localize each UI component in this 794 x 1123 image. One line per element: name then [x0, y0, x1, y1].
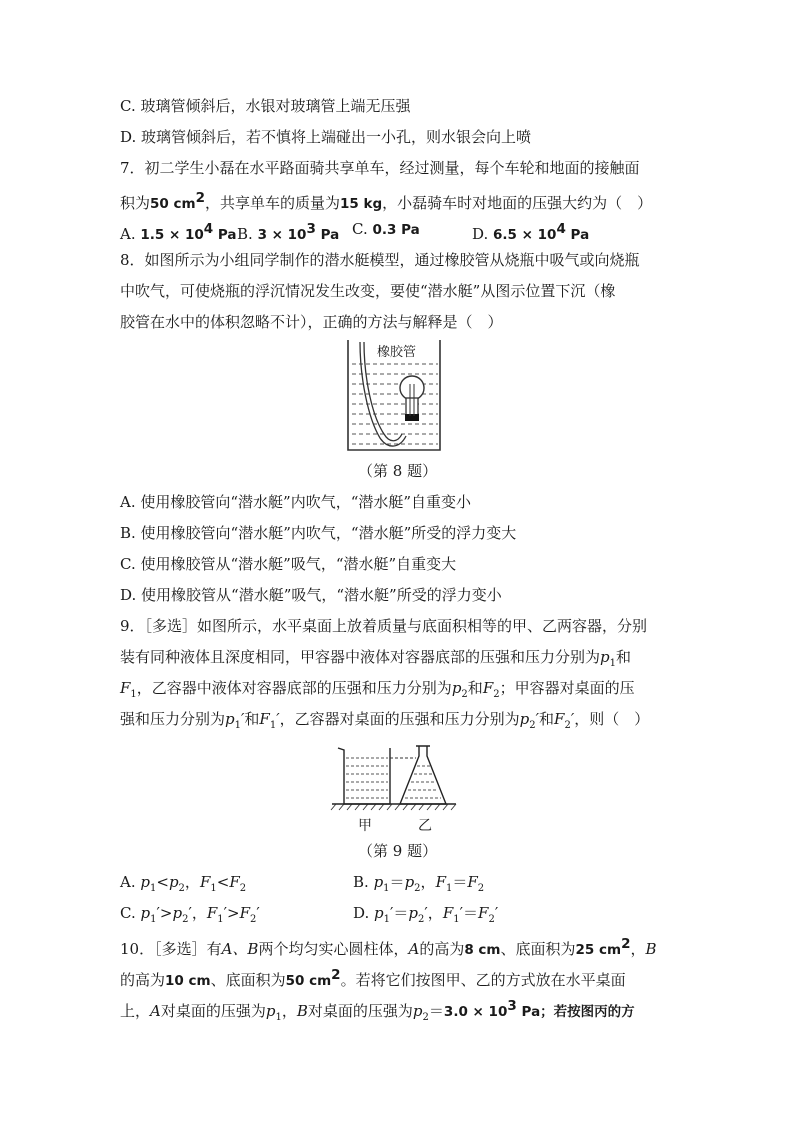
var-B: B: [645, 940, 657, 958]
q10-text: 对桌面的压强为: [307, 1002, 413, 1020]
figure-8-tube-label: 橡胶管: [375, 341, 418, 360]
option-value: 6.5 × 10: [493, 227, 557, 243]
q9-text: 装有同种液体且深度相同，甲容器中液体对容器底部的压强和压力分别为: [120, 648, 601, 666]
q10-stem-line1: 10．［多选］有A、B两个均匀实心圆柱体，A的高为8 cm、底面积为25 $cm^2$，B: [120, 936, 657, 958]
option-unit: Pa: [315, 227, 340, 243]
option-value: 0.3 Pa: [372, 222, 420, 238]
q9-text: ，乙容器中液体对容器底部的压强和压力分别为: [136, 679, 452, 697]
sub-2: 2: [422, 1012, 429, 1023]
q9-stem-line2: [120, 647, 631, 674]
option-letter: C.: [352, 220, 373, 238]
sub-1: 1: [130, 689, 137, 700]
q6-option-d: D. 玻璃管倾斜后，若不慎将上端碰出一小孔，则水银会向上喷: [120, 128, 532, 146]
q10-pressure-value: 3.0 × 10: [443, 1004, 508, 1020]
q10-stem-line3: 上，A对桌面的压强为$p_1$，B对桌面的压强为$p_2=3.0 \times 10^3$ Pa；若按图丙的方: [120, 998, 635, 1023]
q10-text: 对桌面的压强为: [160, 1002, 266, 1020]
q8-stem-line1: 8．如图所示为小组同学制作的潜水艇模型，通过橡胶管从烧瓶中吸气或向烧瓶: [120, 251, 640, 269]
q7-mass-value: 15 kg: [340, 196, 383, 212]
option-letter: B.: [353, 873, 374, 891]
option-value: 1.5 × 10: [140, 227, 204, 243]
q7-option-d: [472, 219, 589, 245]
sub-2: 2: [564, 720, 571, 731]
option-letter: A.: [120, 873, 141, 891]
q8-stem-line2: 中吹气，可使烧瓶的浮沉情况发生改变，要使“潜水艇”从图示位置下沉（橡: [120, 282, 616, 300]
figure-9-caption: （第 9 题）: [358, 842, 438, 860]
var-p: p: [225, 710, 235, 728]
q10-text: 、底面积为: [500, 940, 576, 958]
q10-text: 的高为: [419, 940, 465, 958]
option-letter: D.: [353, 904, 375, 922]
var-F: F: [259, 710, 270, 728]
q10-area-b: 50 cm: [285, 973, 332, 989]
q10-stem-line2: [120, 965, 626, 991]
var-F: F: [554, 710, 565, 728]
q9-text: 强和压力分别为: [120, 710, 226, 728]
q9-text: 和: [539, 710, 555, 728]
option-unit: Pa: [213, 227, 237, 243]
option-exp: 3: [306, 221, 316, 237]
q9-text: ；甲容器对桌面的压: [499, 679, 635, 697]
q10-text: 。若将它们按图甲、乙的方式放在水平桌面: [340, 971, 626, 989]
var-F: F: [120, 679, 131, 697]
q10-area-a: 25 cm: [575, 942, 622, 958]
q9-text: ，则（ ）: [574, 710, 650, 728]
q7-option-a: [120, 219, 237, 245]
var-A: A: [408, 940, 420, 958]
q9-text: 和: [467, 679, 483, 697]
var-p: p: [412, 1002, 423, 1020]
q7-text: ，共享单车的质量为: [204, 194, 340, 212]
q10-text: Pa；若按图丙的方: [521, 1004, 635, 1020]
q10-text: 的高为: [120, 971, 166, 989]
sub-1: 1: [275, 1012, 282, 1023]
q6-option-c: C. 玻璃管倾斜后，水银对玻璃管上端无压强: [120, 97, 411, 115]
q8-option-d: D. 使用橡胶管从“潜水艇”吸气，“潜水艇”所受的浮力变小: [120, 586, 502, 604]
option-letter: C.: [120, 904, 141, 922]
q9-stem-line1: 9．［多选］如图所示，水平桌面上放着质量与底面积相等的甲、乙两容器，分别: [120, 617, 648, 635]
q7-stem-line2: [120, 188, 652, 214]
q7-area-exp: 2: [195, 190, 205, 206]
q7-option-c: [352, 219, 420, 240]
q7-option-b: [237, 219, 339, 245]
q7-text: ，小磊骑车时对地面的压强大约为（ ）: [382, 194, 653, 212]
sub-1: 1: [269, 720, 277, 731]
option-letter: A.: [120, 225, 141, 243]
exp-2: 2: [331, 967, 341, 983]
figure-9-containers: [330, 742, 460, 812]
q9-option-a: A. $p_1<p_2$，$F_1<F_2$: [120, 873, 247, 894]
sub-2: 2: [461, 689, 468, 700]
q9-option-d: D. $p_1'=p_2'$，$F_1'=F_2'$: [353, 904, 499, 925]
q7-text: 积为: [120, 194, 151, 212]
q10-text: 两个均匀实心圆柱体，: [258, 940, 409, 958]
option-exp: 4: [556, 221, 566, 237]
sub-2: 2: [529, 720, 536, 731]
var-p: p: [519, 710, 530, 728]
q7-area-value: 50 cm: [150, 196, 196, 212]
var-F: F: [482, 679, 494, 697]
var-p: p: [265, 1002, 276, 1020]
option-exp: 4: [203, 221, 214, 237]
sub-1: 1: [609, 658, 616, 669]
sub-2: 2: [493, 689, 500, 700]
q10-height-b: 10 cm: [165, 973, 211, 989]
var-B: B: [296, 1002, 308, 1020]
q10-text: 上，: [120, 1002, 151, 1020]
q9-option-c: C. $p_1'>p_2'$，$F_1'>F_2'$: [120, 904, 260, 925]
option-letter: D.: [472, 225, 494, 243]
option-unit: Pa: [565, 227, 590, 243]
exp-3: 3: [507, 998, 517, 1014]
q10-height-a: 8 cm: [464, 942, 501, 958]
q8-stem-line3: 胶管在水中的体积忽略不计），正确的方法与解释是（ ）: [120, 313, 503, 331]
var-p: p: [600, 648, 610, 666]
q8-option-c: C. 使用橡胶管从“潜水艇”吸气，“潜水艇”自重变大: [120, 555, 457, 573]
var-p: p: [451, 679, 462, 697]
q9-text: 和: [244, 710, 260, 728]
exp-2: 2: [621, 936, 631, 952]
var-AB: A、B: [221, 940, 259, 958]
figure-9-label-yi: 乙: [418, 818, 432, 834]
q10-text: 、底面积为: [210, 971, 286, 989]
q8-option-a: A. 使用橡胶管向“潜水艇”内吹气，“潜水艇”自重变小: [120, 493, 472, 511]
option-letter: B.: [237, 225, 258, 243]
q8-option-b: B. 使用橡胶管向“潜水艇”内吹气，“潜水艇”所受的浮力变大: [120, 524, 517, 542]
q9-stem-line3: [120, 678, 635, 705]
q10-text: 10．［多选］有: [120, 940, 222, 958]
var-A: A: [150, 1002, 161, 1020]
figure-9-label-jia: 甲: [358, 818, 372, 834]
q9-option-b: B. $p_1=p_2$，$F_1=F_2$: [353, 873, 485, 894]
q9-text: 和: [616, 648, 632, 666]
q9-text: ，乙容器对桌面的压强和压力分别为: [279, 710, 520, 728]
q9-stem-line4: 强和压力分别为$p_1'$和$F_1'$，乙容器对桌面的压强和压力分别为$p_2'$和$F_2'$，则（ ）: [120, 710, 650, 731]
figure-8-caption: （第 8 题）: [358, 462, 438, 480]
q7-stem-line1: 7．初二学生小磊在水平路面骑共享单车，经过测量，每个车轮和地面的接触面: [120, 159, 640, 177]
option-value: 3 × 10: [257, 227, 307, 243]
sub-1: 1: [234, 720, 241, 731]
